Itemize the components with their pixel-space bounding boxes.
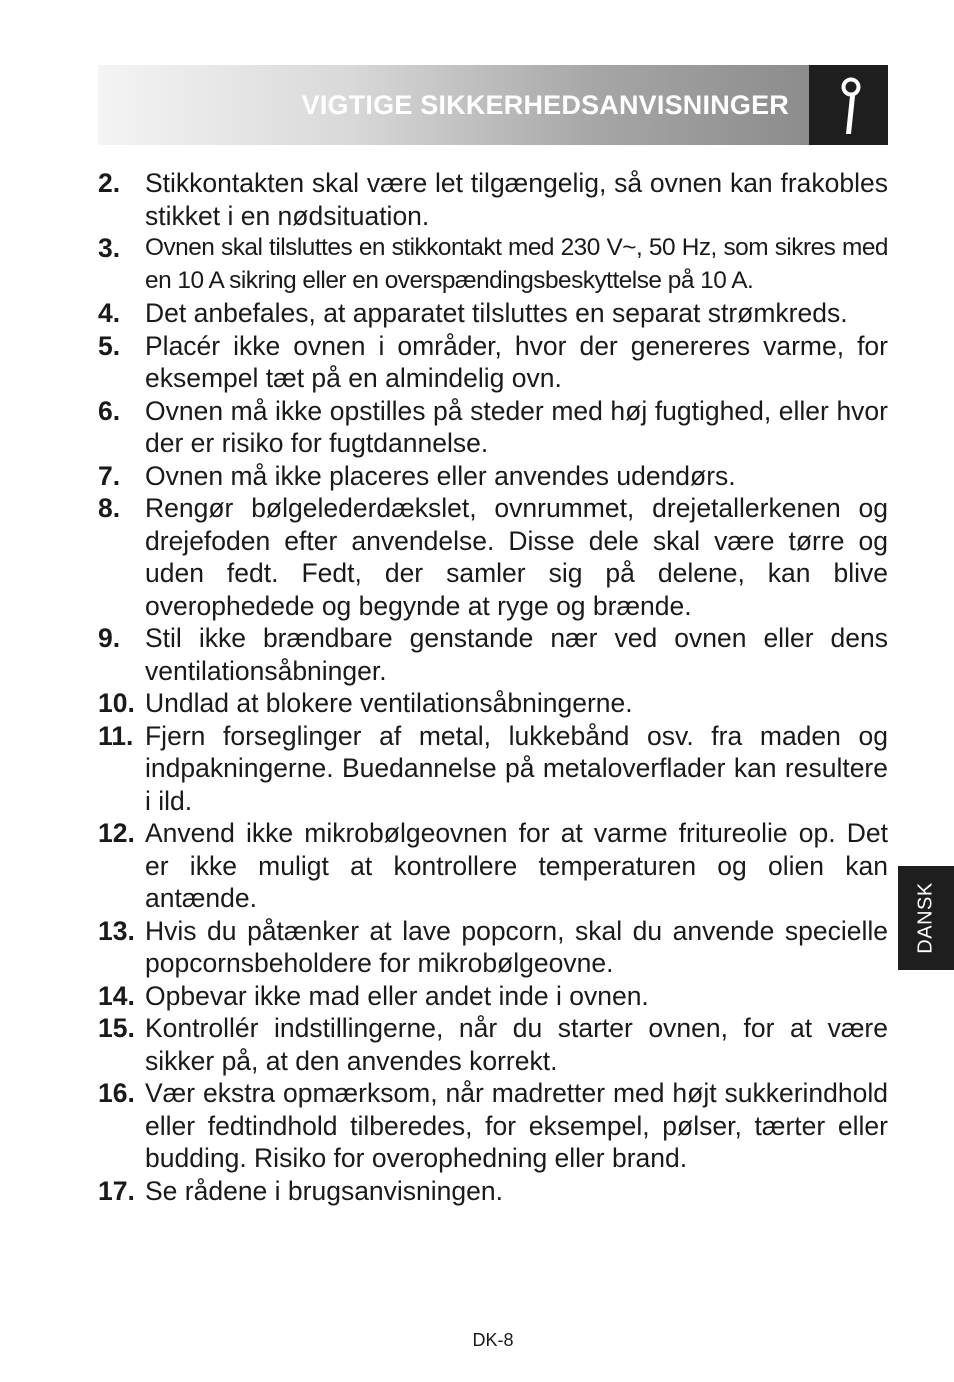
list-item <box>98 167 888 232</box>
list-item <box>98 1077 888 1175</box>
list-item <box>98 622 888 687</box>
item-text: Anvend ikke mikrobølgeovnen for at varme fritureolie op. Det er ikke muligt at kontrollere temperaturen og olien kan antænde. <box>145 818 888 913</box>
list-item <box>98 1175 888 1208</box>
language-tab <box>898 866 954 970</box>
item-text: Det anbefales, at apparatet tilsluttes en separat strømkreds. <box>145 298 848 328</box>
list-item <box>98 817 888 915</box>
list-item <box>98 232 888 297</box>
section-title: VIGTIGE SIKKERHEDSANVISNINGER <box>301 90 789 120</box>
item-text: Opbevar ikke mad eller andet inde i ovnen. <box>145 980 649 1011</box>
item-number: 10. <box>98 688 135 718</box>
item-number: 16. <box>98 1078 135 1108</box>
item-number: 8. <box>98 493 121 523</box>
item-text: Ovnen må ikke placeres eller anvendes udendørs. <box>145 460 736 491</box>
item-number: 11. <box>98 720 134 751</box>
list-item <box>98 460 888 493</box>
item-number: 2. <box>98 168 121 198</box>
item-text: Placér ikke ovnen i områder, hvor der genereres varme, for eksempel tæt på en almindelig ovn. <box>145 330 888 393</box>
item-text: Kontrollér indstillingerne, når du starter ovnen, for at være sikker på, at den anvendes korrekt. <box>145 1013 888 1076</box>
item-text: Rengør bølgelederdækslet, ovnrummet, drejetallerkenen og drejefoden efter anvendelse. Disse dele skal være tørre og uden fedt. Fedt, der samler sig på delene, kan blive overophedede og begynde at ryge og brænde. <box>145 493 888 621</box>
item-number: 13. <box>98 915 135 946</box>
item-number: 3. <box>98 233 121 263</box>
item-text: Stil ikke brændbare genstande nær ved ovnen eller dens ventilationsåbninger. <box>145 623 888 686</box>
list-item <box>98 915 888 980</box>
item-number: 9. <box>98 623 121 653</box>
item-text: Stikkontakten skal være let tilgængelig, så ovnen kan frakobles stikket i en nødsituation. <box>145 168 888 231</box>
item-text: Undlad at blokere ventilationsåbningerne. <box>145 688 633 718</box>
list-item <box>98 980 888 1013</box>
item-text: Se rådene i brugsanvisningen. <box>145 1175 503 1206</box>
item-number: 12. <box>98 818 135 848</box>
page-number: DK-8 <box>472 1330 514 1350</box>
item-number: 6. <box>98 395 121 426</box>
item-text: Fjern forseglinger af metal, lukkebånd osv. fra maden og indpakningerne. Buedannelse på metaloverflader kan resultere i ild. <box>145 720 888 816</box>
item-text: Hvis du påtænker at lave popcorn, skal du anvende specielle popcornsbeholdere for mikrobølgeovne. <box>145 915 888 978</box>
item-text: Ovnen må ikke opstilles på steder med høj fugtighed, eller hvor der er risiko for fugtdannelse. <box>145 395 888 458</box>
item-text: Ovnen skal tilsluttes en stikkontakt med 230 V~, 50 Hz, som sikres med en 10 A sikring eller en overspændingsbeskyttelse på 10 A. <box>145 234 888 294</box>
item-number: 7. <box>98 460 121 491</box>
list-item <box>98 297 888 330</box>
language-tab-label: DANSK <box>914 882 937 954</box>
safety-instructions-list <box>98 167 888 1207</box>
item-text: Vær ekstra opmærksom, når madretter med højt sukkerindhold eller fedtindhold tilberedes, for eksempel, pølser, tærter eller budding. Risiko for overophedning eller brand. <box>145 1078 888 1173</box>
section-header <box>98 65 809 145</box>
list-item <box>98 1012 888 1077</box>
item-number: 15. <box>98 1013 135 1043</box>
item-number: 14. <box>98 980 135 1011</box>
list-item <box>98 687 888 720</box>
list-item <box>98 492 888 622</box>
list-item <box>98 330 888 395</box>
list-item <box>98 395 888 460</box>
item-number: 4. <box>98 298 121 328</box>
info-icon <box>809 65 888 145</box>
item-number: 5. <box>98 330 121 361</box>
item-number: 17. <box>98 1175 135 1206</box>
list-item <box>98 720 888 818</box>
